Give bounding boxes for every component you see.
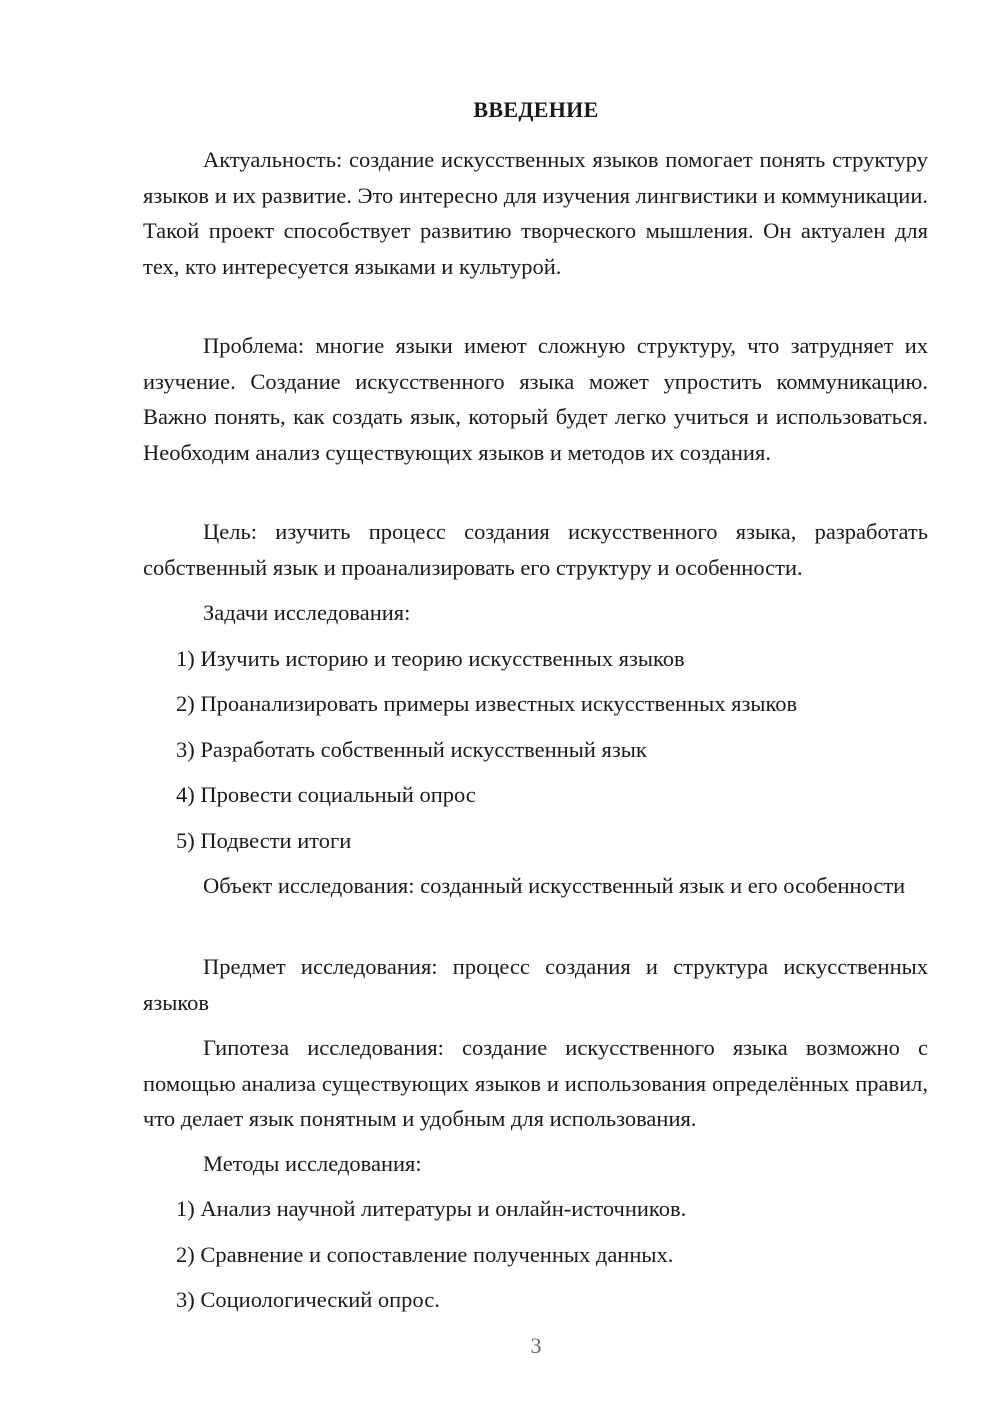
object-paragraph: Объект исследования: созданный искусственный язык и его особенности	[203, 873, 906, 898]
page-title: ВВЕДЕНИЕ	[473, 97, 599, 122]
goal-paragraph: Цель: изучить процесс создания искусственного языка, разработать собственный язык и проанализировать его структуру и особенности.	[143, 519, 928, 580]
tasks-heading-block	[143, 595, 928, 631]
list-item: 5) Подвести итоги	[176, 828, 352, 853]
list-item: 4) Провести социальный опрос	[176, 782, 476, 807]
methods-heading: Методы исследования:	[203, 1151, 422, 1176]
relevance-paragraph: Актуальность: создание искусственных языков помогает понять структуру языков и их развитие. Это интересно для изучения лингвистики и коммуникации. Такой проект способствует развитию творческого мышления. Он актуален для тех, кто интересуется языками и культурой.	[143, 147, 928, 279]
tasks-list	[143, 641, 928, 677]
relevance-block	[143, 142, 928, 284]
problem-paragraph: Проблема: многие языки имеют сложную структуру, что затрудняет их изучение. Создание искусственного языка может упростить коммуникацию. Важно понять, как создать язык, который будет легко учиться и использоваться. Необходим анализ существующих языков и методов их создания.	[143, 333, 928, 465]
methods-list-2	[143, 1237, 928, 1273]
subject-block	[143, 949, 928, 1020]
list-item: 1) Анализ научной литературы и онлайн-источников.	[176, 1196, 687, 1221]
list-item: 2) Сравнение и сопоставление полученных данных.	[176, 1242, 674, 1267]
tasks-list-4	[143, 777, 928, 813]
goal-block	[143, 514, 928, 585]
list-item: 3) Разработать собственный искусственный язык	[176, 737, 647, 762]
list-item: 1) Изучить историю и теорию искусственных языков	[176, 646, 685, 671]
tasks-list-5	[143, 823, 928, 859]
methods-list-3	[143, 1282, 928, 1318]
tasks-list-3	[143, 732, 928, 768]
tasks-heading: Задачи исследования:	[203, 600, 411, 625]
object-block	[143, 868, 928, 904]
hypothesis-block	[143, 1030, 928, 1137]
subject-paragraph: Предмет исследования: процесс создания и структура искусственных языков	[143, 954, 928, 1015]
hypothesis-paragraph: Гипотеза исследования: создание искусственного языка возможно с помощью анализа существующих языков и использования определённых правил, что делает язык понятным и удобным для использования.	[143, 1035, 928, 1131]
list-item: 2) Проанализировать примеры известных искусственных языков	[176, 691, 798, 716]
problem-block	[143, 328, 928, 470]
page-number: 3	[530, 1333, 542, 1358]
list-item: 3) Социологический опрос.	[176, 1287, 440, 1312]
methods-heading-block	[143, 1146, 928, 1182]
methods-list	[143, 1191, 928, 1227]
tasks-list-2	[143, 686, 928, 722]
